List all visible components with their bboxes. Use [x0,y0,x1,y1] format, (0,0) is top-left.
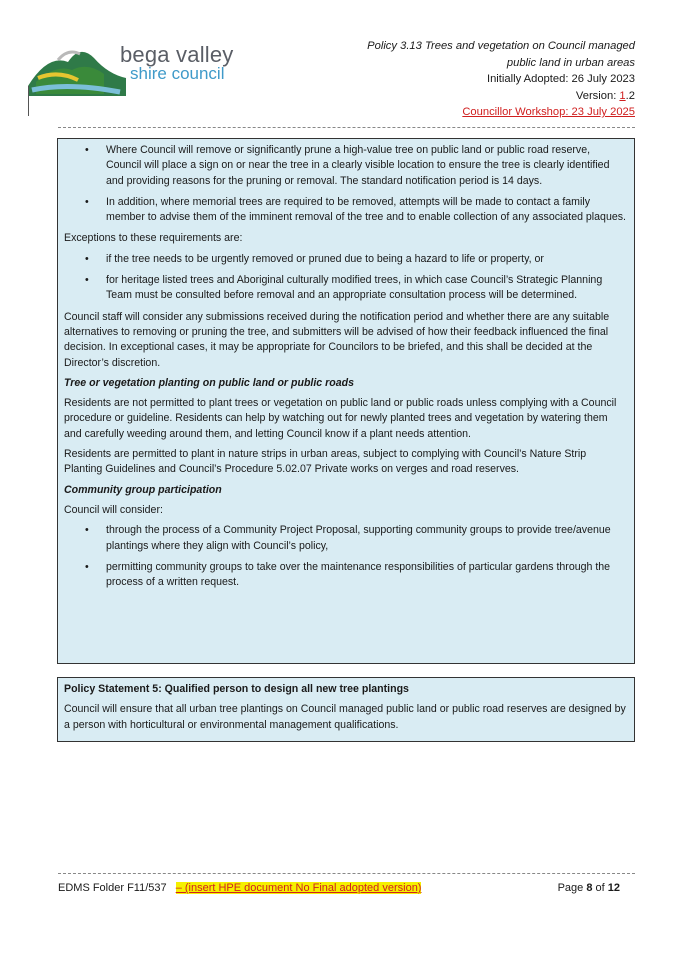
page-of: of [592,882,608,894]
policy-content-box [57,138,635,664]
council-logo [28,30,248,110]
bullet-item [64,252,627,267]
planting-paragraph-1: Residents are not permitted to plant trees or vegetation on public land or public roads unless complying with a Council procedure or guideline. Residents can help by watching out for newly planted trees and vegetation by watering them and carefully weeding around them, and letting Council know if a plant needs attention. [64,397,617,440]
bullet-item [64,143,627,189]
bullet-icon: • [85,274,89,287]
version-minor: .2 [625,89,635,102]
edms-folder: EDMS Folder F11/537 [58,882,167,894]
policy-title-line1: Policy 3.13 Trees and vegetation on Council managed [367,40,635,52]
bullet-item [64,273,627,304]
bullet-icon: • [85,252,89,265]
bullet-text: In addition, where memorial trees are required to be removed, attempts will be made to contact a family member to advise them of the imminent removal of the tree and to enable collection of any associated plaques. [106,195,626,224]
bullet-item [64,560,627,591]
bullet-icon: • [85,524,89,537]
header-rule [58,127,635,128]
header-divider [28,86,29,116]
bullet-item [64,523,627,554]
bullet-text: if the tree needs to be urgently removed or pruned due to being a hazard to life or property, or [106,252,544,265]
policy-statement-5-box [57,677,635,742]
staff-paragraph: Council staff will consider any submissions received during the notification period and whether there are any suitable alternatives to removing or pruning the tree, and submitters will be advised of how their feedback influenced the final decision. In exceptional cases, it may be appropriate for Councilors to be briefed, and this shall be decided at the Director’s discretion. [64,310,610,369]
hpe-placeholder: – (insert HPE document No Final adopted version) [175,882,422,894]
exceptions-intro: Exceptions to these requirements are: [64,232,243,245]
bullet-text: permitting community groups to take over the maintenance responsibilities of particular gardens through the process of a written request. [106,560,611,589]
page-total: 12 [607,882,620,894]
community-intro: Council will consider: [64,503,163,516]
footer-rule [58,873,635,874]
statement-text: Council will ensure that all urban tree plantings on Council managed public land or public road reserves are designed by a person with horticultural or environmental management qualifications. [64,703,626,731]
adopted-date: Initially Adopted: 26 July 2023 [486,73,635,85]
version-line [367,88,635,105]
planting-heading: Tree or vegetation planting on public land or public roads [64,376,354,389]
workshop-date: Councillor Workshop: 23 July 2025 [462,106,635,118]
statement-heading: Policy Statement 5: Qualified person to design all new tree plantings [64,683,409,695]
logo-line1: bega valley [120,42,234,67]
planting-paragraph-2: Residents are permitted to plant in nature strips in urban areas, subject to complying with Council’s Nature Strip Planting Guidelines and Council’s Procedure 5.02.07 Private works on verges and road reserves. [64,448,587,476]
version-label: Version: [575,89,620,102]
version-major: 1 [619,89,626,102]
bullet-icon: • [85,560,89,573]
logo-line2: shire council [130,64,225,83]
bullet-icon: • [85,144,89,156]
document-header [367,38,635,121]
bullet-icon: • [85,195,89,208]
page-footer [58,882,620,894]
bullet-text: Where Council will remove or significantly prune a high-value tree on public land or public road reserve, Council will place a sign on or near the tree in a clearly visible location to ensure the tree is clearly identified and providing reasons for the pruning or removal. The standard notification period is 14 days. [106,144,610,187]
page-prefix: Page [557,882,587,894]
page-number [558,882,620,894]
bullet-text: through the process of a Community Project Proposal, supporting community groups to provide tree/avenue plantings where they align with Council’s policy, [106,524,611,552]
bullet-item [64,195,627,226]
community-heading: Community group participation [64,483,222,496]
policy-title-line2: public land in urban areas [506,56,635,69]
bullet-text: for heritage listed trees and Aboriginal culturally modified trees, in which case Council’s Strategic Planning Team must be consulted before removal and an appropriate consultation process will be determined. [106,274,603,302]
page-current: 8 [586,882,593,894]
